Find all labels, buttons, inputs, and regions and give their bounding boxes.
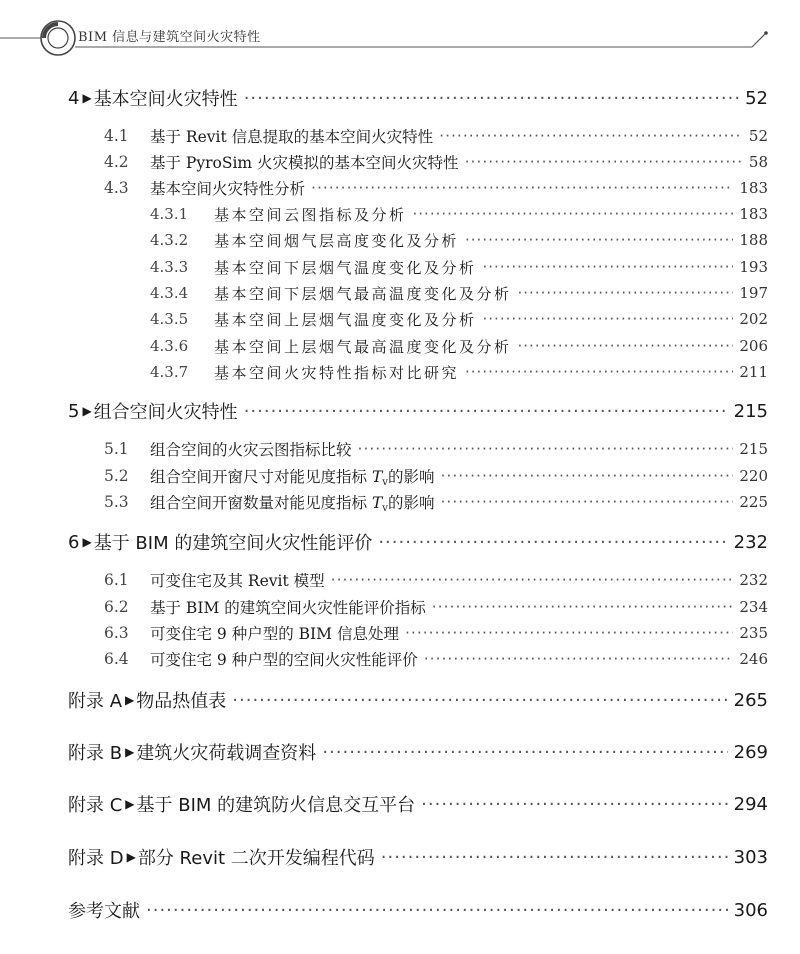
appendix-title: 部分 Revit 二次开发编程代码 <box>137 848 375 869</box>
page-number: 202 <box>739 310 768 328</box>
dot-leader <box>421 794 727 815</box>
page-number: 215 <box>733 400 768 422</box>
dot-leader <box>518 284 734 302</box>
subsection-number: 4.3.4 <box>150 284 189 302</box>
section-title: 可变住宅 9 种户型的 BIM 信息处理 <box>150 625 399 643</box>
section-title-part-a: 组合空间开窗数量对能见度指标 <box>150 493 368 512</box>
page-number: 206 <box>739 337 768 355</box>
page-number: 197 <box>739 284 768 302</box>
section-title: 基于 BIM 的建筑空间火灾性能评价指标 <box>150 599 426 617</box>
page-number: 52 <box>748 127 768 145</box>
section-title <box>150 491 434 514</box>
subsection-number: 4.3.1 <box>150 205 189 223</box>
toc-section-5-3[interactable] <box>104 491 768 513</box>
page-number: 225 <box>739 493 768 511</box>
chapter-number: 4 <box>68 87 80 109</box>
section-number: 5.2 <box>104 467 129 485</box>
page-number: 294 <box>733 793 768 815</box>
triangle-arrow-icon: ▶ <box>82 535 92 549</box>
dot-leader <box>244 401 728 422</box>
dot-leader <box>381 847 728 868</box>
variable-subscript: v <box>382 502 388 514</box>
subsection-number: 4.3.2 <box>150 231 189 249</box>
toc-appendix-b[interactable] <box>68 739 768 765</box>
triangle-arrow-icon: ▶ <box>126 850 136 864</box>
dot-leader <box>331 571 734 589</box>
appendix-label: 附录 B <box>68 743 123 764</box>
toc-chapter-6[interactable] <box>68 529 768 555</box>
variable-symbol: T <box>371 493 383 512</box>
visibility-variable <box>372 494 388 512</box>
toc-subsection-4-3-7[interactable] <box>150 361 768 383</box>
toc-section-4-1[interactable] <box>104 125 768 147</box>
dot-leader <box>432 598 734 616</box>
toc-section-5-1[interactable] <box>104 438 768 460</box>
appendix-label: 附录 A <box>68 691 123 712</box>
dot-leader <box>465 153 743 171</box>
subsection-number: 4.3.3 <box>150 258 189 276</box>
page-number: 232 <box>733 531 768 553</box>
dot-leader <box>465 231 733 249</box>
toc-section-4-3[interactable] <box>104 177 768 199</box>
subsection-number: 4.3.7 <box>150 363 189 381</box>
toc-appendix-c[interactable] <box>68 791 768 817</box>
page-number: 303 <box>733 846 768 868</box>
section-number: 6.2 <box>104 598 129 616</box>
dot-leader <box>440 467 733 485</box>
toc-section-6-4[interactable] <box>104 648 768 670</box>
dot-leader <box>232 690 727 711</box>
triangle-arrow-icon: ▶ <box>82 404 92 418</box>
appendix-label: 附录 C <box>68 795 123 816</box>
page-number: 234 <box>739 598 768 616</box>
subsection-number: 4.3.6 <box>150 337 189 355</box>
toc-subsection-4-3-1[interactable] <box>150 203 768 225</box>
section-title-part-b: 的影响 <box>387 493 435 512</box>
subsection-title: 基本空间烟气层高度变化及分析 <box>214 231 460 250</box>
toc-subsection-4-3-6[interactable] <box>150 335 768 357</box>
dot-leader <box>405 624 733 642</box>
section-number: 4.2 <box>104 153 129 171</box>
section-title: 组合空间的火灾云图指标比较 <box>150 441 352 459</box>
page-number: 188 <box>739 231 768 249</box>
dot-leader <box>146 900 728 921</box>
page-number: 215 <box>739 440 768 458</box>
dot-leader <box>440 493 733 511</box>
page-number: 235 <box>739 624 768 642</box>
dot-leader <box>439 127 743 145</box>
section-number: 5.3 <box>104 493 129 511</box>
toc-section-4-2[interactable] <box>104 151 768 173</box>
dot-leader <box>322 742 727 763</box>
toc-appendix-a[interactable] <box>68 687 768 713</box>
triangle-arrow-icon: ▶ <box>82 91 92 105</box>
dot-leader <box>465 363 733 381</box>
appendix-label: 附录 D <box>68 848 124 869</box>
dot-leader <box>311 179 733 197</box>
subsection-title: 基本空间下层烟气温度变化及分析 <box>214 258 477 277</box>
toc-subsection-4-3-2[interactable] <box>150 229 768 251</box>
section-number: 5.1 <box>104 440 129 458</box>
chapter-number: 5 <box>68 400 80 422</box>
page-number: 265 <box>733 689 768 711</box>
section-title <box>150 465 434 488</box>
dot-leader <box>518 337 734 355</box>
page-number: 306 <box>733 899 768 921</box>
toc-section-6-1[interactable] <box>104 569 768 591</box>
subsection-number: 4.3.5 <box>150 310 189 328</box>
toc-chapter-4[interactable] <box>68 85 768 111</box>
section-number: 6.4 <box>104 650 129 668</box>
page-number: 183 <box>739 179 768 197</box>
header-title: BIM 信息与建筑空间火灾特性 <box>78 30 261 45</box>
page-number: 52 <box>745 87 768 109</box>
chapter-number: 6 <box>68 531 80 553</box>
variable-symbol: T <box>371 467 383 486</box>
appendix-title: 基于 BIM 的建筑防火信息交互平台 <box>136 795 416 816</box>
page-number: 220 <box>739 467 768 485</box>
dot-leader <box>413 205 734 223</box>
appendix-title: 建筑火灾荷载调查资料 <box>136 743 317 764</box>
toc-references[interactable] <box>68 897 768 923</box>
section-number: 4.3 <box>104 179 129 197</box>
subsection-title: 基本空间云图指标及分析 <box>214 205 407 224</box>
chapter-title: 基于 BIM 的建筑空间火灾性能评价 <box>93 533 373 554</box>
toc-appendix-d[interactable] <box>68 844 768 870</box>
toc-section-6-2[interactable] <box>104 596 768 618</box>
visibility-variable <box>372 468 388 486</box>
dot-leader <box>244 88 739 109</box>
subsection-title: 基本空间下层烟气最高温度变化及分析 <box>214 284 512 303</box>
page-number: 183 <box>739 205 768 223</box>
triangle-arrow-icon: ▶ <box>125 797 135 811</box>
triangle-arrow-icon: ▶ <box>125 745 135 759</box>
page-number: 232 <box>739 571 768 589</box>
toc-chapter-5[interactable] <box>68 398 768 424</box>
triangle-arrow-icon: ▶ <box>125 693 135 707</box>
section-title: 可变住宅及其 Revit 模型 <box>150 572 325 590</box>
references-title: 参考文献 <box>68 901 140 922</box>
toc-section-5-2[interactable] <box>104 465 768 487</box>
subsection-title: 基本空间上层烟气温度变化及分析 <box>214 310 477 329</box>
page-number: 193 <box>739 258 768 276</box>
subsection-title: 基本空间上层烟气最高温度变化及分析 <box>214 337 512 356</box>
page-number: 269 <box>733 741 768 763</box>
section-number: 4.1 <box>104 127 129 145</box>
toc-subsection-4-3-5[interactable] <box>150 308 768 330</box>
toc-subsection-4-3-4[interactable] <box>150 282 768 304</box>
dot-leader <box>378 532 727 553</box>
section-title: 基于 PyroSim 火灾模拟的基本空间火灾特性 <box>150 154 459 172</box>
page-number: 246 <box>739 650 768 668</box>
dot-leader <box>424 650 734 668</box>
variable-subscript: v <box>382 476 388 488</box>
section-title-part-a: 组合空间开窗尺寸对能见度指标 <box>150 467 368 486</box>
section-title: 可变住宅 9 种户型的空间火灾性能评价 <box>150 651 418 669</box>
dot-leader <box>483 310 734 328</box>
dot-leader <box>483 258 734 276</box>
subsection-title: 基本空间火灾特性指标对比研究 <box>214 363 460 382</box>
section-number: 6.3 <box>104 624 129 642</box>
dot-leader <box>358 440 734 458</box>
page-number: 211 <box>739 363 768 381</box>
chapter-title: 基本空间火灾特性 <box>93 89 238 110</box>
section-title-part-b: 的影响 <box>387 467 435 486</box>
chapter-title: 组合空间火灾特性 <box>93 402 238 423</box>
page-number: 58 <box>748 153 768 171</box>
appendix-title: 物品热值表 <box>136 691 227 712</box>
section-title: 基于 Revit 信息提取的基本空间火灾特性 <box>150 128 434 146</box>
toc-subsection-4-3-3[interactable] <box>150 256 768 278</box>
section-title: 基本空间火灾特性分析 <box>150 180 306 198</box>
toc-section-6-3[interactable] <box>104 622 768 644</box>
section-number: 6.1 <box>104 571 129 589</box>
